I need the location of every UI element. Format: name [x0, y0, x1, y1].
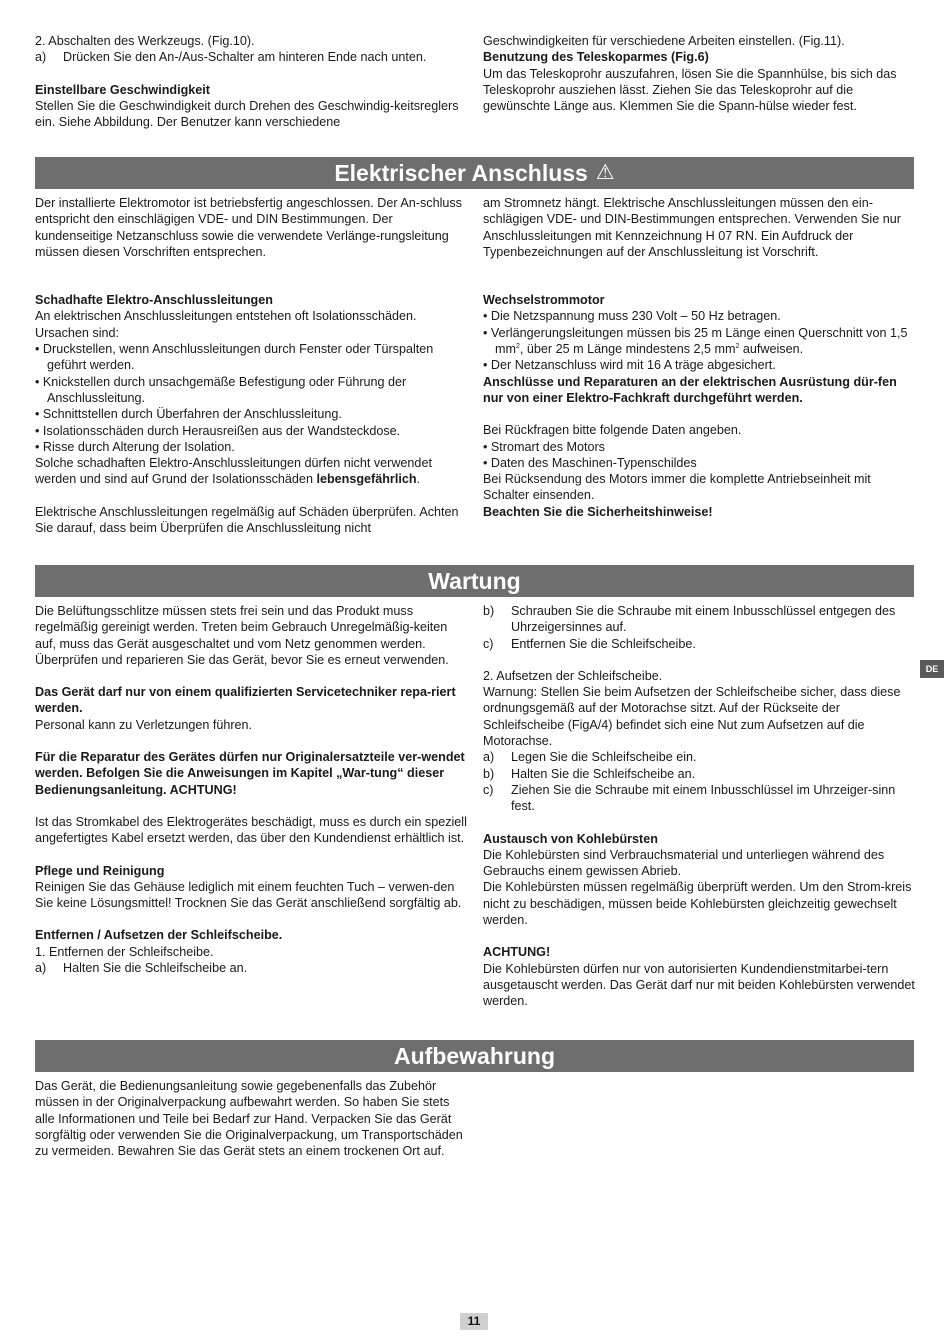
schad-heading-text: Schadhafte Elektro-Anschlussleitungen	[35, 293, 273, 308]
kohle-heading	[483, 831, 915, 847]
wartung-right-column	[483, 603, 915, 1010]
care-heading-text: Pflege und Reinigung	[35, 863, 165, 878]
top-left-column	[35, 33, 471, 130]
disc-step-1a	[35, 960, 471, 976]
achtung-heading-text: ACHTUNG!	[483, 945, 551, 960]
disc-heading-text: Entfernen / Aufsetzen der Schleifscheibe.	[35, 928, 283, 943]
step-2: 2. Abschalten des Werkzeugs. (Fig.10).	[35, 34, 255, 48]
step-2a-key: a)	[35, 50, 47, 65]
disc-warning: Warnung: Stellen Sie beim Aufsetzen der Schleifscheibe sicher, dass diese ordnungsgemäß auf der Motorachse sitzt. Auf der Rückseite der Schleifscheibe (FigA/4) befindet sich eine Nut zum Aufsetzen auf die Motorachse.	[483, 685, 901, 749]
kohle-text: Die Kohlebürsten sind Verbrauchsmaterial und unterliegen während des Gebrauchs einem gewissen Abrieb.	[483, 847, 885, 879]
section-title-elektrisch: Elektrischer Anschluss	[334, 160, 588, 186]
disc-step-2c	[483, 782, 915, 815]
schad-text	[35, 455, 471, 488]
service-bold-text: Das Gerät darf nur von einem qualifizierten Servicetechniker repa-riert werden.	[35, 685, 456, 716]
rueck-bold-text: Beachten Sie die Sicherheitshinweise!	[483, 504, 713, 519]
schad-intro: An elektrischen Anschlussleitungen entstehen oft Isolationsschäden. Ursachen sind:	[35, 309, 417, 340]
disc-1a-text: Halten Sie die Schleifscheibe an.	[63, 961, 248, 976]
wartung-left-column	[35, 603, 471, 976]
schad-text-bold: lebensgefährlich	[316, 472, 417, 487]
rueck-bold	[483, 504, 915, 520]
schad-heading	[35, 292, 471, 308]
section-banner-wartung	[35, 565, 914, 597]
disc-2a-key: a)	[483, 750, 495, 765]
disc-step-2b	[483, 766, 915, 782]
wechsel-bold-text: Anschlüsse und Reparaturen an der elektrischen Ausrüstung dür-fen nur von einer Elektro-Fachkraft durchgeführt werden.	[483, 374, 897, 405]
wechsel-bullet-2	[483, 325, 915, 358]
section-title-aufbewahrung: Aufbewahrung	[394, 1043, 555, 1069]
page-number: 11	[460, 1313, 488, 1330]
kohle-text-2: Die Kohlebürsten müssen regelmäßig überprüft werden. Um den Strom-kreis nicht zu beschädigen, müssen beide Kohlebürsten gleichzeitig gewechselt werden.	[483, 880, 912, 928]
repair-bold-text: Für die Reparatur des Gerätes dürfen nur Originalersatzteile ver-wendet werden. Befolgen Sie die Anweisungen im Kapitel „War-tung“ dieser Bedienungsanleitung. ACHTUNG!	[35, 750, 465, 797]
step-2a-text: Drücken Sie den An-/Aus-Schalter am hinteren Ende nach unten.	[63, 50, 427, 65]
rueck-text: Bei Rücksendung des Motors immer die komplette Antriebseinheit mit Schalter einsenden.	[483, 472, 871, 503]
wechsel-b2-c: aufweisen.	[739, 342, 804, 357]
disc-2c-key: c)	[483, 782, 494, 797]
section-banner-aufbewahrung	[35, 1040, 914, 1072]
check-text: Elektrische Anschlussleitungen regelmäßig auf Schäden überprüfen. Achten Sie darauf, dass beim Überprüfen die Anschlussleitung nicht	[35, 504, 459, 536]
aufbewahrung-text: Das Gerät, die Bedienungsanleitung sowie gegebenenfalls das Zubehör müssen in der Originalverpackung aufbewahrt werden. So haben Sie stets alle Informationen und Teile bei Bedarf zur Hand. Verpacken Sie das Gerät sorgfältig oder verwenden Sie die Originalverpackung, um Transportschäden zu vermeiden. Bewahren Sie das Gerät stets an einem trockenen Ort auf.	[35, 1079, 463, 1159]
disc-step-1c	[483, 636, 915, 652]
disc-2c-text: Ziehen Sie die Schraube mit einem Inbusschlüssel im Uhrzeiger-sinn fest.	[511, 782, 896, 814]
wechsel-bullet-1: • Die Netzspannung muss 230 Volt – 50 Hz betragen.	[483, 309, 781, 324]
speed-cont: Geschwindigkeiten für verschiedene Arbeiten einstellen. (Fig.11).	[483, 34, 845, 48]
top-right-column	[483, 33, 915, 114]
service-text: Personal kann zu Verletzungen führen.	[35, 717, 253, 732]
achtung-text: Die Kohlebürsten dürfen nur von autorisierten Kundendienstmitarbei-tern ausgetauscht werden. Das Gerät darf nur mit beiden Kohlebürsten verwendet werden.	[483, 961, 915, 1009]
wechsel-b2-a: • Verlängerungsleitungen müssen bis 25 m Länge einen Querschnitt von 1,5 mm	[483, 325, 908, 357]
wechsel-bullet-3: • Der Netzanschluss wird mit 16 A träge abgesichert.	[483, 358, 776, 373]
wechsel-bold	[483, 374, 915, 407]
service-bold	[35, 684, 471, 717]
disc-step-1b	[483, 603, 915, 636]
disc-heading	[35, 927, 471, 943]
elektrisch-left-column	[35, 195, 471, 536]
rueck-bullet-2: • Daten des Maschinen-Typenschildes	[483, 455, 697, 470]
wechsel-heading	[483, 292, 915, 308]
cable-text: Ist das Stromkabel des Elektrogerätes beschädigt, muss es durch ein speziell angefertigtes Kabel ersetzt werden, das über den Kundendienst erhältlich ist.	[35, 814, 467, 846]
wartung-intro: Die Belüftungsschlitze müssen stets frei sein und das Produkt muss regelmäßig gereinigt werden. Treten beim Gebrauch Unregelmäßig-keiten auf, muss das Gerät ausgeschaltet und vom Netz genommen werden. Überprüfen und reparieren Sie das Gerät, bevor Sie es erneut verwenden.	[35, 604, 449, 667]
elektrisch-right-column	[483, 195, 915, 520]
schad-text-main: Solche schadhaften Elektro-Anschlussleitungen dürfen nicht verwendet werden und sind auf Grund der Isolationsschäden	[35, 456, 432, 487]
disc-step-2: 2. Aufsetzen der Schleifscheibe.	[483, 668, 663, 683]
aufbewahrung-column	[35, 1078, 471, 1159]
warning-icon: ⚠	[595, 161, 615, 184]
schad-bullet: • Knickstellen durch unsachgemäße Befestigung oder Führung der Anschlussleitung.	[35, 374, 407, 405]
language-tab: DE	[920, 660, 944, 678]
disc-step-2a	[483, 749, 915, 765]
care-text: Reinigen Sie das Gehäuse lediglich mit einem feuchten Tuch – verwen-den Sie keine Lösungsmittel! Trocknen Sie das Gerät anschließend sorgfältig ab.	[35, 879, 462, 911]
schad-text-end: .	[416, 472, 421, 487]
sup-2: 2	[735, 342, 740, 350]
rueck-bullet-1: • Stromart des Motors	[483, 439, 605, 454]
disc-1b-text: Schrauben Sie die Schraube mit einem Inbusschlüssel entgegen des Uhrzeigersinnes auf.	[511, 604, 896, 635]
sup-2: 2	[515, 342, 520, 350]
schad-bullet: • Risse durch Alterung der Isolation.	[35, 439, 235, 454]
disc-2b-key: b)	[483, 766, 495, 781]
kohle-heading-text: Austausch von Kohlebürsten	[483, 831, 658, 846]
section-banner-elektrisch	[35, 157, 914, 189]
disc-1c-key: c)	[483, 636, 494, 651]
tele-heading	[483, 49, 915, 65]
disc-1c-text: Entfernen Sie die Schleifscheibe.	[511, 636, 696, 651]
tele-text: Um das Teleskoprohr auszufahren, lösen Sie die Spannhülse, bis sich das Teleskoprohr ausziehen lässt. Ziehen Sie das Teleskoprohr auf die gewünschte Länge aus. Klemmen Sie die Spann-hülse wieder fest.	[483, 66, 897, 114]
disc-2a-text: Legen Sie die Schleifscheibe ein.	[511, 750, 697, 765]
step-2a	[35, 49, 471, 65]
achtung-heading	[483, 944, 915, 960]
disc-1b-key: b)	[483, 604, 495, 618]
care-heading	[35, 863, 471, 879]
disc-step-1: 1. Entfernen der Schleifscheibe.	[35, 944, 214, 959]
speed-heading	[35, 82, 471, 98]
wechsel-heading-text: Wechselstrommotor	[483, 293, 605, 308]
schad-bullet: • Druckstellen, wenn Anschlussleitungen durch Fenster oder Türspalten geführt werden.	[35, 342, 434, 373]
elektrisch-intro-left: Der installierte Elektromotor ist betriebsfertig angeschlossen. Der An-schluss entspricht den einschlägigen VDE- und DIN Bestimmungen. Der kundenseitige Netzanschluss sowie die verwendete Verlänge-rungsleitung müssen diesen Vorschriften entsprechen.	[35, 196, 462, 259]
section-title-wartung: Wartung	[428, 568, 521, 594]
schad-bullet: • Schnittstellen durch Überfahren der Anschlussleitung.	[35, 407, 342, 422]
repair-bold	[35, 749, 471, 798]
speed-heading-text: Einstellbare Geschwindigkeit	[35, 82, 210, 97]
wechsel-b2-b: , über 25 m Länge mindestens 2,5 mm	[519, 342, 736, 357]
tele-heading-text: Benutzung des Teleskoparmes (Fig.6)	[483, 50, 709, 65]
disc-1a-key: a)	[35, 961, 47, 976]
speed-text: Stellen Sie die Geschwindigkeit durch Drehen des Geschwindig-keitsreglers ein. Siehe Abbildung. Der Benutzer kann verschiedene	[35, 98, 459, 130]
elektrisch-intro-right: am Stromnetz hängt. Elektrische Anschlussleitungen müssen den ein-schlägigen VDE- und DIN-Bestimmungen entsprechen. Verwenden Sie nur Anschlussleitungen mit Kennzeichnung H 07 RN. Ein Aufdruck der Typenbezeichnungen auf der Anschlussleitung ist Vorschrift.	[483, 196, 901, 259]
disc-2b-text: Halten Sie die Schleifscheibe an.	[511, 766, 696, 781]
rueck-intro: Bei Rückfragen bitte folgende Daten angeben.	[483, 423, 742, 438]
schad-bullet: • Isolationsschäden durch Herausreißen aus der Wandsteckdose.	[35, 423, 401, 438]
